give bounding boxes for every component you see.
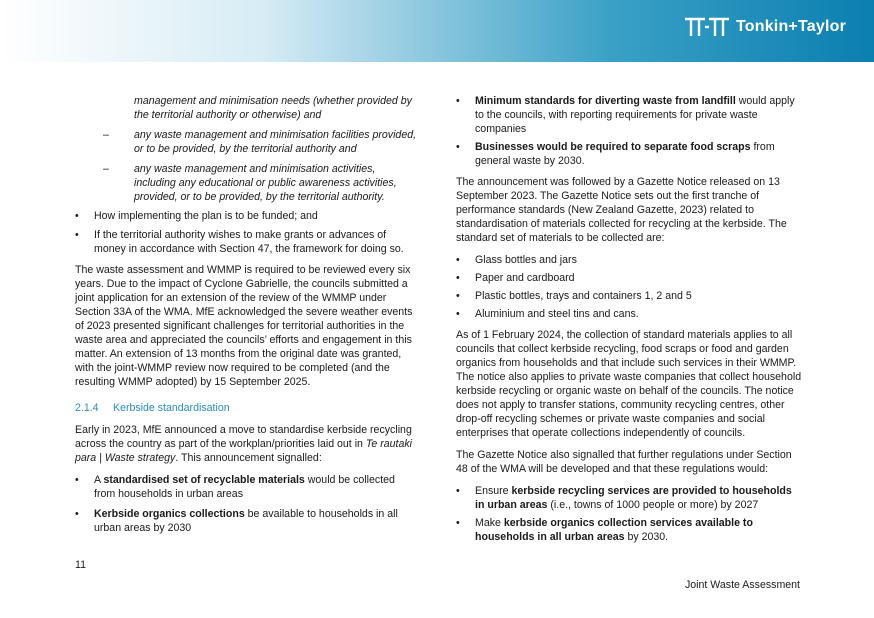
list-item: [456, 516, 802, 544]
sub-item-text: any waste management and minimisation facilities provided, or to be provided, by the territorial authority and: [134, 129, 417, 155]
section-heading: [75, 401, 418, 415]
list-item: [75, 228, 418, 256]
sub-item-text: management and minimisation needs (whether provided by the territorial authority or otherwise) and: [134, 95, 412, 121]
dash-marker: –: [103, 129, 109, 141]
material-text: Glass bottles and jars: [475, 254, 577, 266]
paragraph-announcement: [75, 423, 418, 465]
section-title: Kerbside standardisation: [113, 402, 230, 414]
paragraph-standard-materials: As of 1 February 2024, the collection of standard materials applies to all councils that collect kerbside recycling, food scraps or food and garden organics from households and that include such services in their WMMP. The notice also applies to private waste companies that collect household kerbside recycling or organic waste on behalf of the councils. The notice does not apply to transfer stations, community recycling centres, other drop-off recycling schemes or private waste companies and social enterprises that operate collections independently of councils.: [456, 329, 802, 439]
text-run: be available to households in all urban areas by 2030: [94, 508, 398, 534]
list-item-text: How implementing the plan is to be funded; and: [94, 210, 318, 222]
page-number: 11: [75, 559, 86, 571]
section-number: 2.1.4: [75, 402, 99, 414]
paragraph-regulations: The Gazette Notice also signalled that further regulations under Section 48 of the WMA will be developed and that these regulations would:: [456, 449, 792, 475]
sub-list-item: [75, 162, 418, 204]
tonkin-taylor-logo-icon: [684, 16, 730, 38]
sub-item-text: any waste management and minimisation activities, including any educational or public awareness activities, provided, or to be provided, by the territorial authority.: [134, 163, 397, 203]
right-column: [456, 94, 802, 547]
material-item: [456, 289, 802, 303]
text-run: Make: [475, 517, 504, 529]
material-item: [456, 307, 802, 321]
list-item: [75, 473, 418, 501]
footer-title: Joint Waste Assessment: [684, 579, 800, 591]
text-run: from general waste by 2030.: [475, 141, 775, 167]
bold-text: kerbside recycling services are provided to households in urban areas: [475, 485, 792, 511]
paragraph-gazette: The announcement was followed by a Gazette Notice released on 13 September 2023. The Gazette Notice sets out the first tranche of performance standards (New Zealand Gazette, 2023) related to standardisation of materials collected for recycling at the kerbside. The standard set of materials to be collected are:: [456, 176, 787, 244]
text-run: A: [94, 474, 104, 486]
text-run: Early in 2023, MfE announced a move to standardise kerbside recycling across the country as part of the workplan/priorities laid out in: [75, 424, 412, 450]
material-item: [456, 253, 802, 267]
material-item: [456, 271, 802, 285]
list-item: [456, 484, 802, 512]
text-run: by 2030.: [624, 531, 669, 543]
material-text: Plastic bottles, trays and containers 1, 2 and 5: [475, 290, 692, 302]
bold-text: Minimum standards for diverting waste from landfill: [475, 95, 736, 107]
material-text: Aluminium and steel tins and cans.: [475, 308, 639, 320]
list-item: [456, 140, 802, 168]
sub-list-item: [75, 94, 418, 122]
bold-text: standardised set of recyclable materials: [103, 474, 305, 486]
page-header: [0, 0, 874, 62]
text-run: . This announcement signalled:: [175, 452, 322, 464]
bold-text: Businesses would be required to separate food scraps: [475, 141, 751, 153]
text-run: would apply to the councils, with reporting requirements for private waste companies: [475, 95, 795, 135]
dash-marker: –: [103, 163, 109, 175]
material-text: Paper and cardboard: [475, 272, 575, 284]
text-run: would be collected from households in urban areas: [94, 474, 395, 500]
strategy-title: Te rautaki para | Waste strategy: [75, 438, 413, 464]
list-item: [75, 209, 418, 223]
sub-list-item: [75, 128, 418, 156]
brand-name: Tonkin+Taylor: [735, 18, 846, 35]
text-run: (i.e., towns of 1000 people or more) by 2027: [547, 499, 759, 511]
brand-logo: [684, 16, 846, 38]
bold-text: kerbside organics collection services available to households in all urban areas: [475, 517, 753, 543]
list-item: [456, 94, 802, 136]
list-item-text: If the territorial authority wishes to make grants or advances of money in accordance with Section 47, the framework for doing so.: [94, 229, 404, 255]
text-run: Ensure: [475, 485, 512, 497]
paragraph-review: The waste assessment and WMMP is required to be reviewed every six years. Due to the impact of Cyclone Gabrielle, the councils submitted a joint application for an extension of the review of the WMMP under Section 33A of the WMA. MfE acknowledged the severe weather events of 2023 presented significant challenges for territorial authorities in the waste area and appreciated the councils’ efforts and engagement in this matter. An extension of 13 months from the original date was granted, with the joint-WMMP review now required to be completed (and the resulting WMMP adopted) by 15 September 2025.: [75, 264, 413, 388]
list-item: [75, 507, 418, 535]
left-column: [75, 94, 418, 538]
bold-text: Kerbside organics collections: [94, 508, 245, 520]
